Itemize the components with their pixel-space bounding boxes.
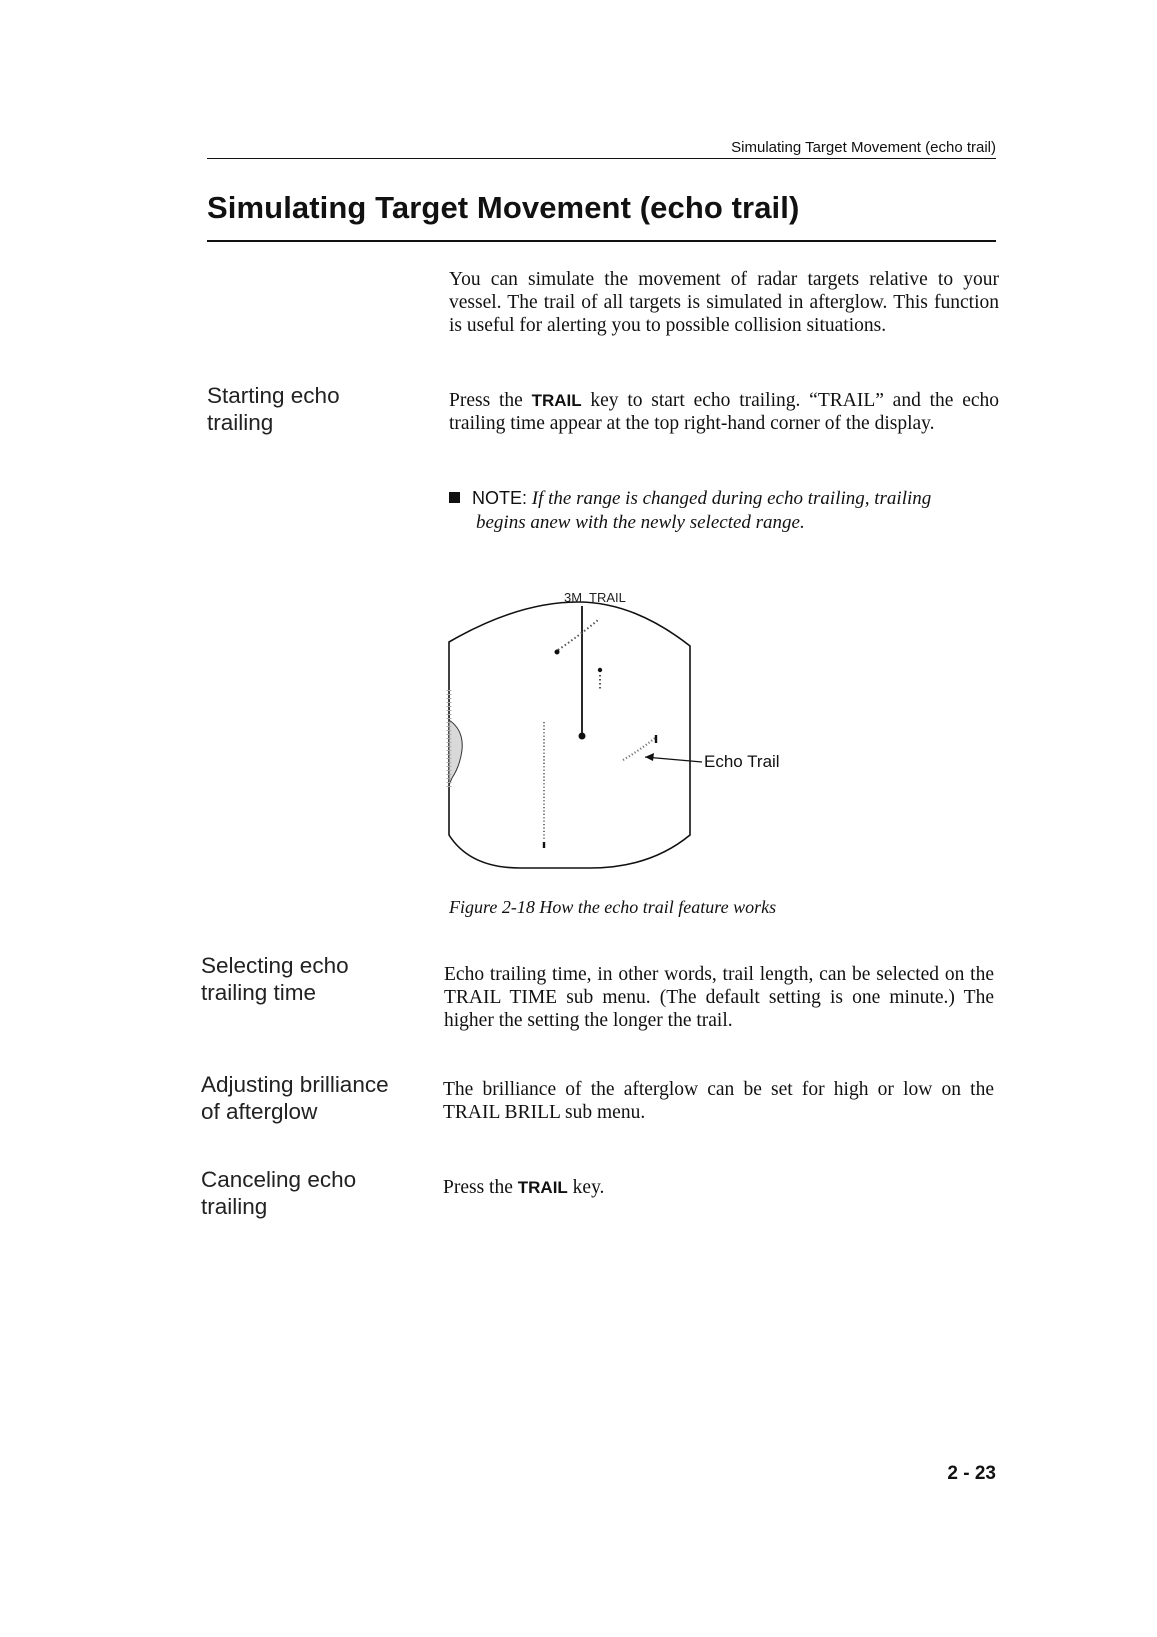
- echo-trail-mark: [558, 620, 598, 650]
- note-label: NOTE:: [472, 488, 528, 508]
- section-heading-starting: [207, 382, 340, 436]
- running-header: Simulating Target Movement (echo trail): [731, 139, 996, 156]
- page-title: Simulating Target Movement (echo trail): [207, 190, 800, 225]
- target-echo: [555, 650, 560, 655]
- section-heading-selecting: [201, 952, 349, 1006]
- section-heading-adjusting: [201, 1071, 389, 1125]
- page-number: 2 - 23: [947, 1463, 996, 1484]
- heading-line: trailing: [207, 410, 274, 435]
- selecting-paragraph: Echo trailing time, in other words, trail length, can be selected on the TRAIL TIME sub menu. (The default setting is one minute.) The higher the setting the longer the trail.: [444, 964, 994, 1031]
- callout-leader: [645, 757, 702, 762]
- note-text: begins anew with the newly selected range.: [476, 512, 805, 533]
- echo-trail-figure: [440, 590, 800, 880]
- trail-key-label: TRAIL: [517, 1178, 568, 1197]
- trail-key-label: TRAIL: [531, 391, 582, 410]
- callout-arrowhead: [645, 753, 654, 761]
- note-block: [449, 486, 999, 535]
- target-echo: [598, 668, 602, 672]
- heading-line: trailing time: [201, 980, 317, 1005]
- text-run: key.: [567, 1177, 605, 1198]
- land-echo: [449, 720, 462, 785]
- heading-line: Canceling echo: [201, 1167, 357, 1192]
- heading-line: Starting echo: [207, 383, 340, 408]
- radar-display-illustration: [440, 590, 800, 880]
- heading-line: Adjusting brilliance: [201, 1072, 389, 1097]
- heading-line: trailing: [201, 1194, 268, 1219]
- radar-screen-outline: [449, 602, 690, 868]
- text-run: key to start echo trailing. “TRAIL” and the echo trailing time appear at the top right-hand corner of the display.: [449, 390, 1000, 434]
- canceling-paragraph: [443, 1176, 994, 1199]
- figure-caption: Figure 2-18 How the echo trail feature works: [449, 897, 777, 917]
- section-heading-canceling: [201, 1166, 356, 1220]
- heading-line: of afterglow: [201, 1099, 318, 1124]
- header-rule: [207, 158, 996, 159]
- adjusting-paragraph: The brilliance of the afterglow can be set for high or low on the TRAIL BRILL sub menu.: [443, 1079, 994, 1123]
- note-text: If the range is changed during echo trailing, trailing: [531, 488, 932, 509]
- starting-paragraph: [449, 389, 999, 435]
- heading-line: Selecting echo: [201, 953, 349, 978]
- text-run: Press the: [449, 390, 532, 411]
- note-bullet-icon: [449, 492, 460, 503]
- intro-paragraph: You can simulate the movement of radar targets relative to your vessel. The trail of all targets is simulated in afterglow. This function is useful for alerting you to possible collision situations.: [449, 269, 999, 336]
- own-ship-marker: [579, 733, 586, 740]
- echo-trail-callout: Echo Trail: [704, 752, 780, 771]
- text-run: Press the: [443, 1177, 518, 1198]
- title-rule: [207, 240, 996, 242]
- screen-label-range-trail: 3M TRAIL: [564, 590, 626, 605]
